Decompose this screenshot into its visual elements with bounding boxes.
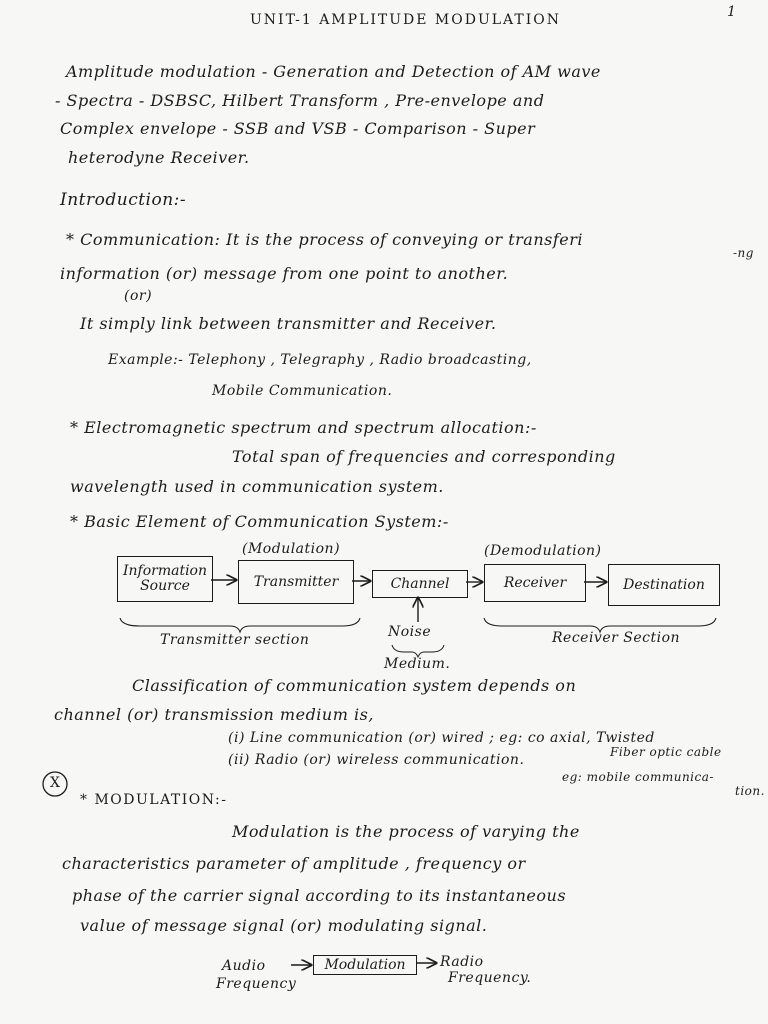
syllabus-line: Complex envelope - SSB and VSB - Comparison - Super bbox=[60, 119, 536, 138]
radio-frequency-label: Frequency. bbox=[448, 970, 532, 986]
modulation-line: phase of the carrier signal according to its instantaneous bbox=[72, 886, 567, 905]
transmitter-section-label: Transmitter section bbox=[160, 632, 310, 648]
modulation-line: characteristics parameter of amplitude , frequency or bbox=[62, 854, 526, 873]
classification-line: channel (or) transmission medium is, bbox=[54, 705, 374, 724]
classification-note: eg: mobile communica- bbox=[562, 770, 714, 784]
receiver-label: Receiver bbox=[503, 574, 567, 591]
modulation-block bbox=[313, 955, 417, 975]
modulation-label: (Modulation) bbox=[242, 541, 341, 557]
information-source-label: Information Source bbox=[122, 563, 208, 594]
modulation-line: value of message signal (or) modulating signal. bbox=[80, 916, 488, 935]
demodulation-label: (Demodulation) bbox=[484, 543, 602, 559]
syllabus-line: - Spectra - DSBSC, Hilbert Transform , Pre-envelope and bbox=[55, 91, 545, 110]
audio-label: Audio bbox=[222, 958, 266, 974]
classification-note: Fiber optic cable bbox=[610, 745, 722, 759]
syllabus-line: heterodyne Receiver. bbox=[68, 148, 250, 167]
classification-note: tion. bbox=[735, 784, 765, 798]
comm-line: It simply link between transmitter and Receiver. bbox=[80, 314, 497, 333]
em-line: * Electromagnetic spectrum and spectrum allocation:- bbox=[70, 418, 537, 437]
example-line: Example:- Telephony , Telegraphy , Radio broadcasting, bbox=[108, 352, 532, 368]
modulation-line: Modulation is the process of varying the bbox=[232, 822, 580, 841]
page-number: 1 bbox=[727, 4, 737, 20]
destination-label: Destination bbox=[623, 576, 705, 593]
classification-item: (ii) Radio (or) wireless communication. bbox=[228, 752, 525, 768]
radio-label: Radio bbox=[440, 954, 484, 970]
audio-frequency-label: Frequency bbox=[216, 976, 297, 992]
margin-mark: X bbox=[50, 775, 61, 791]
transmitter-label: Transmitter bbox=[253, 573, 339, 590]
modulation-heading: * MODULATION:- bbox=[80, 792, 228, 808]
em-line: Total span of frequencies and corresponding bbox=[232, 447, 616, 466]
page-header: UNIT-1 AMPLITUDE MODULATION bbox=[250, 12, 561, 28]
example-line: Mobile Communication. bbox=[212, 383, 393, 399]
basic-heading: * Basic Element of Communication System:- bbox=[70, 512, 449, 531]
channel-label: Channel bbox=[390, 575, 450, 592]
comm-or: (or) bbox=[124, 288, 153, 304]
comm-line: * Communication: It is the process of conveying or transferi bbox=[66, 230, 583, 249]
intro-heading: Introduction:- bbox=[60, 190, 187, 210]
noise-label: Noise bbox=[388, 624, 432, 640]
comm-suffix: -ng bbox=[733, 246, 754, 260]
transmitter-section-brace bbox=[120, 618, 360, 632]
em-line: wavelength used in communication system. bbox=[70, 477, 444, 496]
syllabus-line: Amplitude modulation - Generation and Detection of AM wave bbox=[66, 62, 601, 81]
receiver-section-label: Receiver Section bbox=[552, 630, 681, 646]
comm-line: information (or) message from one point to another. bbox=[60, 264, 509, 283]
classification-line: Classification of communication system depends on bbox=[132, 676, 577, 695]
classification-item: (i) Line communication (or) wired ; eg: co axial, Twisted bbox=[228, 730, 655, 746]
medium-label: Medium. bbox=[384, 656, 451, 672]
modulation-block-label: Modulation bbox=[324, 956, 406, 973]
